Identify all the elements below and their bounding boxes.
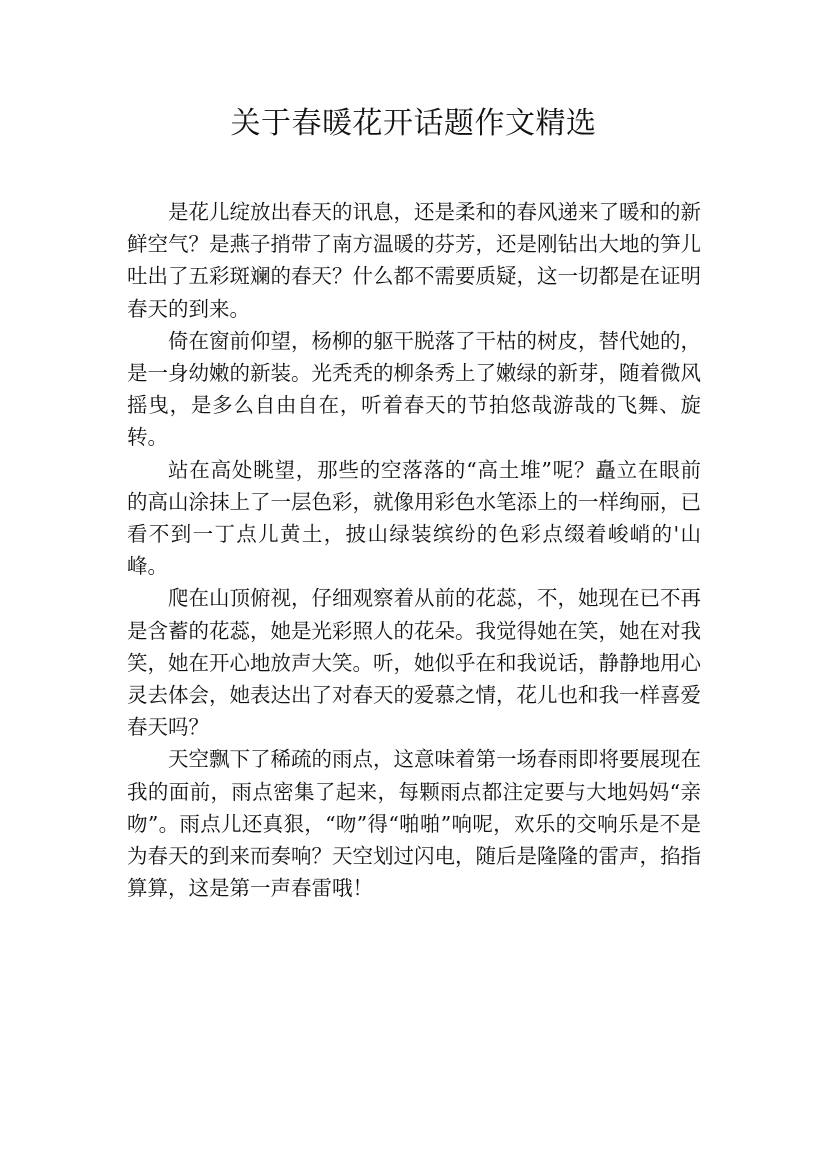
paragraph-5: 天空飘下了稀疏的雨点，这意味着第一场春雨即将要展现在我的面前，雨点密集了起来，每颗雨点都注定要与大地妈妈“亲吻”。雨点儿还真狠，“吻”得“啪啪”响呢，欢乐的交响乐是不是为春天的到来而奏响？天空划过闪电，随后是隆隆的雷声，掐指算算，这是第一声春雷哦！	[127, 747, 701, 901]
paragraph-1: 是花儿绽放出春天的讯息，还是柔和的春风递来了暖和的新鲜空气？是燕子捎带了南方温暖的芬芳，还是刚钻出大地的笋儿吐出了五彩斑斓的春天？什么都不需要质疑，这一切都是在证明春天的到来。	[127, 200, 701, 321]
paragraph-4: 爬在山顶俯视，仔细观察着从前的花蕊，不，她现在已不再是含蓄的花蕊，她是光彩照人的花朵。我觉得她在笑，她在对我笑，她在开心地放声大笑。听，她似乎在和我说话，静静地用心灵去体会，她表达出了对春天的爱慕之情，花儿也和我一样喜爱春天吗？	[127, 586, 701, 740]
document-body	[127, 196, 701, 904]
document-title: 关于春暖花开话题作文精选	[230, 106, 597, 141]
paragraph-2: 倚在窗前仰望，杨柳的躯干脱落了干枯的树皮，替代她的，是一身幼嫩的新装。光秃秃的柳条秀上了嫩绿的新芽，随着微风摇曳，是多么自由自在，听着春天的节拍悠哉游哉的飞舞、旋转。	[127, 328, 701, 450]
paragraph-3: 站在高处眺望，那些的空落落的“高土堆”呢？矗立在眼前的高山涂抹上了一层色彩，就像用彩色水笔添上的一样绚丽，已看不到一丁点儿黄土，披山绿装缤纷的色彩点缀着峻峭的'山峰。	[127, 457, 701, 579]
